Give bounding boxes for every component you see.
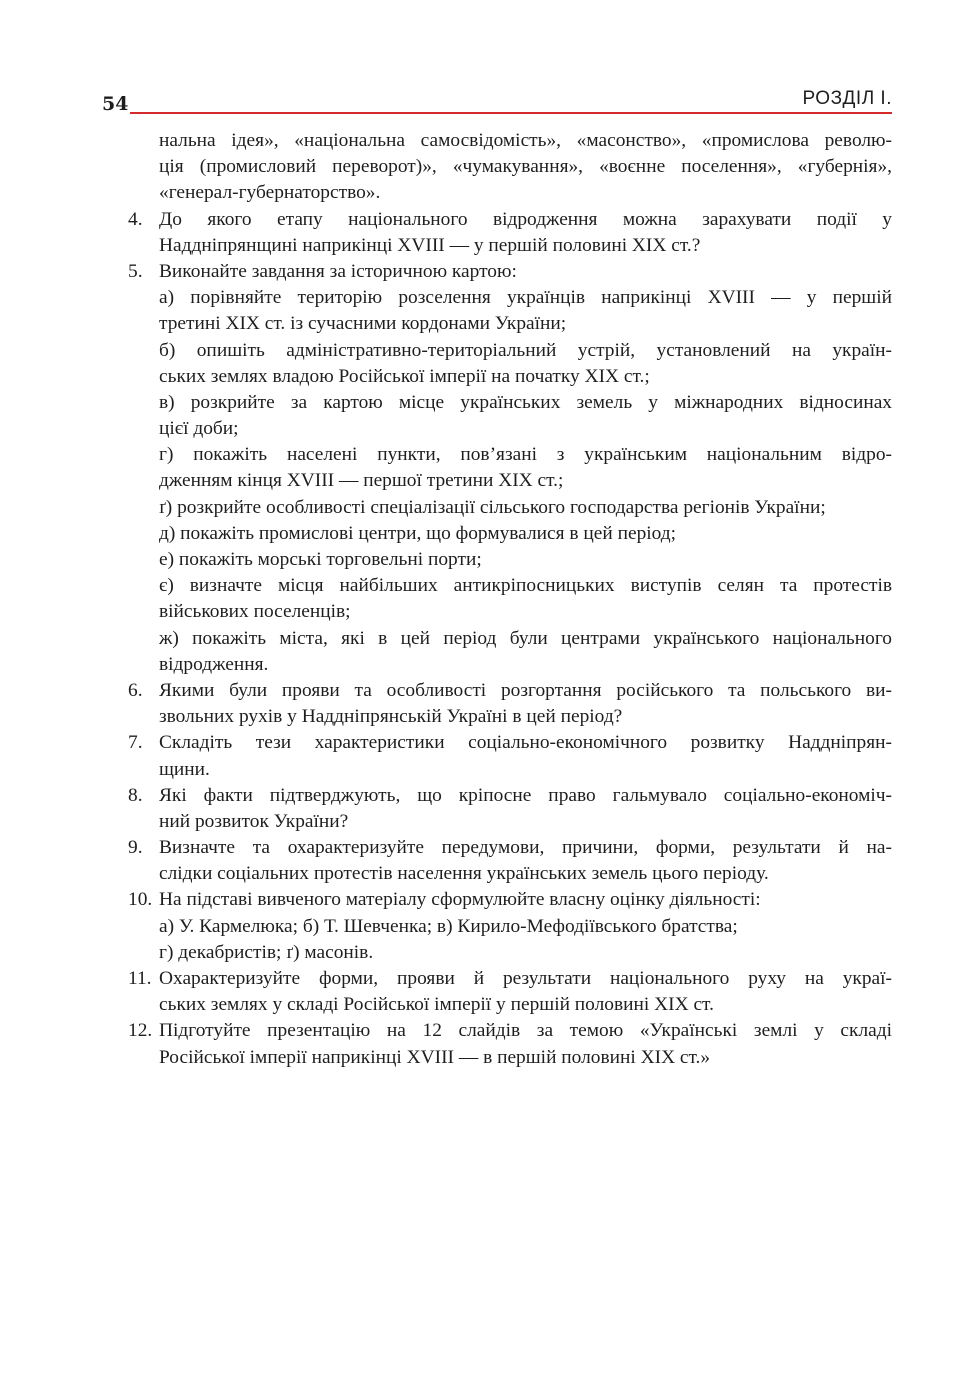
header-rule bbox=[130, 112, 892, 114]
question-text: Підготуйте презентацію на 12 слайдів за темою «Українські землі у складі bbox=[159, 1020, 892, 1042]
text-line bbox=[128, 495, 892, 521]
text-line bbox=[128, 311, 892, 337]
text-line bbox=[128, 809, 892, 835]
question-text: Складіть тези характеристики соціально-економічного розвитку Наддніпрян- bbox=[159, 732, 892, 754]
continuation-text: г) покажіть населені пункти, пов’язані з українським національним відро- bbox=[159, 444, 892, 466]
text-line bbox=[128, 390, 892, 416]
question-number: 4. bbox=[128, 208, 143, 230]
question-number: 8. bbox=[128, 784, 143, 806]
continuation-text: ція (промисловий переворот)», «чумакування», «воєнне поселення», «губернія», bbox=[159, 156, 892, 178]
question-text: Якими були прояви та особливості розгортання російського та польського ви- bbox=[159, 679, 892, 701]
continuation-text: ґ) розкрийте особливості спеціалізації сільського господарства регіонів України; bbox=[159, 496, 826, 518]
question-text: Які факти підтверджують, що кріпосне право гальмувало соціально-економіч- bbox=[159, 784, 892, 806]
question-text: Визначте та охарактеризуйте передумови, причини, форми, результати й на- bbox=[159, 837, 892, 859]
text-line bbox=[128, 128, 892, 154]
text-line bbox=[128, 259, 892, 285]
continuation-text: в) розкрийте за картою місце українських земель у міжнародних відносинах bbox=[159, 391, 892, 413]
question-number: 5. bbox=[128, 260, 143, 282]
continuation-text: щини. bbox=[159, 758, 210, 780]
text-line bbox=[128, 757, 892, 783]
continuation-text: д) покажіть промислові центри, що формувалися в цей період; bbox=[159, 522, 677, 544]
text-line bbox=[128, 285, 892, 311]
questions-body bbox=[128, 128, 892, 1071]
continuation-text: цієї доби; bbox=[159, 418, 239, 440]
question-number: 7. bbox=[128, 732, 143, 754]
continuation-text: ських землях у складі Російської імперії у першій половині XIX ст. bbox=[159, 994, 714, 1016]
text-line bbox=[128, 338, 892, 364]
text-line bbox=[128, 704, 892, 730]
continuation-text: г) декабристів; ґ) масонів. bbox=[159, 941, 374, 963]
text-line bbox=[128, 940, 892, 966]
continuation-text: е) покажіть морські торговельні порти; bbox=[159, 549, 482, 570]
text-line bbox=[128, 416, 892, 442]
continuation-text: ських землях владою Російської імперії на початку XIX ст.; bbox=[159, 365, 650, 387]
text-line bbox=[128, 887, 892, 913]
continuation-text: дженням кінця XVIII — першої третини XIX ст.; bbox=[159, 470, 564, 492]
page-number: 54 bbox=[102, 93, 129, 115]
text-line bbox=[128, 207, 892, 233]
text-line bbox=[128, 547, 892, 573]
text-line bbox=[128, 783, 892, 809]
text-line bbox=[128, 521, 892, 547]
text-line bbox=[128, 1018, 892, 1044]
continuation-text: Російської імперії наприкінці XVIII — в першій половині XIX ст.» bbox=[159, 1046, 711, 1068]
text-line bbox=[128, 233, 892, 259]
text-line bbox=[128, 599, 892, 625]
continuation-text: військових поселенців; bbox=[159, 601, 351, 623]
question-text: До якого етапу національного відродження можна зарахувати події у bbox=[159, 208, 892, 230]
continuation-text: «генерал-губернаторство». bbox=[159, 182, 381, 204]
continuation-text: Наддніпрянщині наприкінці XVIII — у першій половині XIX ст.? bbox=[159, 234, 701, 256]
text-line bbox=[128, 730, 892, 756]
text-line bbox=[128, 180, 892, 206]
question-number: 12. bbox=[128, 1020, 153, 1042]
question-text: На підставі вивченого матеріалу сформулюйте власну оцінку діяльності: bbox=[159, 889, 761, 911]
continuation-text: а) У. Кармелюка; б) Т. Шевченка; в) Кирило-Мефодіївського братства; bbox=[159, 915, 738, 937]
text-line bbox=[128, 678, 892, 704]
continuation-text: нальна ідея», «національна самосвідомість», «масонство», «промислова револю- bbox=[159, 130, 892, 151]
text-line bbox=[128, 573, 892, 599]
continuation-text: ж) покажіть міста, які в цей період були центрами українського національного bbox=[159, 627, 892, 649]
question-number: 9. bbox=[128, 837, 143, 859]
text-line bbox=[128, 914, 892, 940]
text-line bbox=[128, 1045, 892, 1071]
text-line bbox=[128, 468, 892, 494]
question-number: 11. bbox=[128, 968, 152, 989]
continuation-text: звольних рухів у Наддніпрянській Україні в цей період? bbox=[159, 706, 623, 728]
continuation-text: є) визначте місця найбільших антикріпосницьких виступів селян та протестів bbox=[159, 575, 892, 597]
continuation-text: третині XIX ст. із сучасними кордонами України; bbox=[159, 313, 567, 335]
question-number: 10. bbox=[128, 889, 153, 911]
question-text: Охарактеризуйте форми, прояви й результати національного руху на украї- bbox=[159, 968, 892, 989]
question-text: Виконайте завдання за історичною картою: bbox=[159, 260, 517, 282]
page-header bbox=[102, 86, 892, 116]
continuation-text: слідки соціальних протестів населення українських земель цього періоду. bbox=[159, 863, 769, 885]
text-line bbox=[128, 861, 892, 887]
continuation-text: відродження. bbox=[159, 653, 269, 675]
text-line bbox=[128, 626, 892, 652]
text-line bbox=[128, 992, 892, 1018]
section-title: РОЗДІЛ I. bbox=[802, 88, 892, 109]
text-line bbox=[128, 835, 892, 861]
continuation-text: ний розвиток України? bbox=[159, 810, 349, 832]
continuation-text: а) порівняйте територію розселення українців наприкінці XVIII — у першій bbox=[159, 287, 892, 309]
text-line bbox=[128, 442, 892, 468]
continuation-text: б) опишіть адміністративно-територіальний устрій, установлений на україн- bbox=[159, 339, 892, 361]
text-line bbox=[128, 364, 892, 390]
text-line bbox=[128, 966, 892, 992]
question-number: 6. bbox=[128, 679, 143, 701]
text-line bbox=[128, 154, 892, 180]
text-line bbox=[128, 652, 892, 678]
